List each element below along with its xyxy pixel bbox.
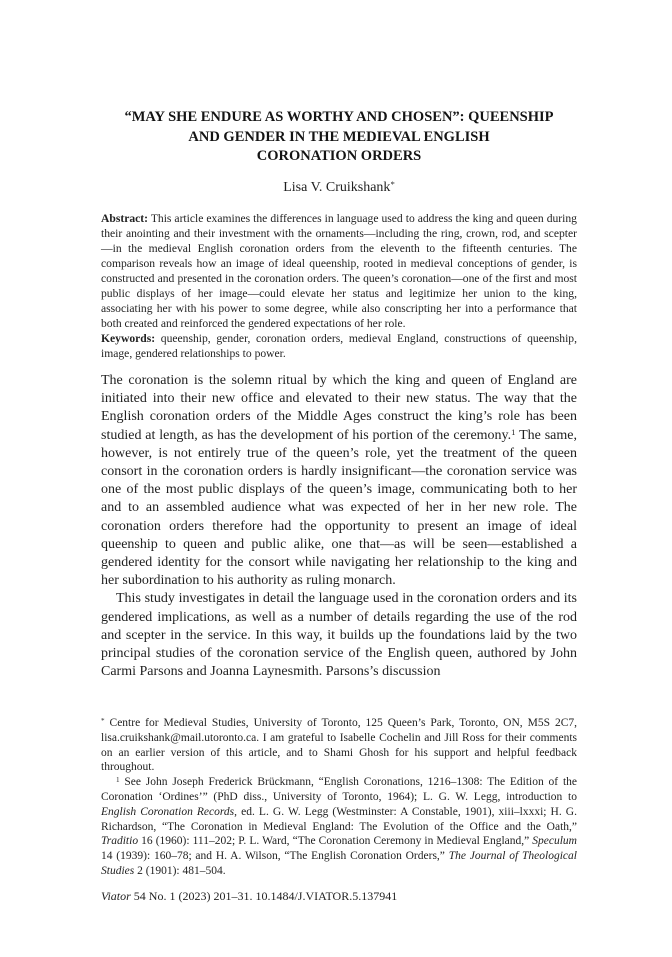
text-run: This study investigates in detail the language used in the coronation orders and its gendered implications, as well as a number of details regarding the use of the rod and scepter in the service. In this way, it builds up the foundations laid by the two principal studies of the coronation service of the English queen, authored by John Carmi Parsons and Joanna Laynesmith. Parsons’s discussion (101, 591, 577, 680)
body-paragraph (101, 590, 577, 681)
footnotes-block (101, 716, 577, 879)
text-run: Speculum (532, 835, 577, 848)
title-line-3: CORONATION ORDERS (256, 148, 422, 164)
author-name: Lisa V. Cruikshank (283, 180, 391, 195)
text-run: 1 (116, 775, 120, 784)
title-line-1: “MAY SHE ENDURE AS WORTHY AND CHOSEN”: QUEENSHIP (124, 109, 554, 125)
abstract-text: This article examines the differences in language used to address the king and queen during their anointing and their investment with the ornaments—including the ring, crown, rod, and scepter—in the medieval English coronation orders from the eleventh to the fifteenth centuries. The comparison reveals how an image of ideal queenship, rooted in medieval conceptions of gender, is constructed and presented in the coronation orders. The queen’s coronation—one of the first and most public displays of her image—could elevate her status and legitimize her union to the king, associating her with his power to some degree, while also conscripting her into a performance that both created and reinforced the gendered expectations of her role. (101, 212, 577, 330)
text-run: The coronation is the solemn ritual by which the king and queen of England are initiated into their new office and elevated to their new status. The way that the English coronation orders of the Middle Ages construct the king’s role has been studied at length, as has the development of his portion of the ceremony. (101, 373, 577, 443)
text-run: Viator (101, 888, 131, 903)
footnote (101, 716, 577, 775)
text-run: 2 (1901): 481–504. (134, 864, 226, 877)
text-run: 1 (511, 426, 516, 437)
body-paragraph (101, 372, 577, 590)
article-body (101, 372, 577, 708)
keywords-line (101, 331, 577, 361)
footnote (101, 775, 577, 879)
title-line-2: AND GENDER IN THE MEDIEVAL ENGLISH (188, 128, 490, 145)
article-title (101, 108, 577, 167)
keywords-label: Keywords: (101, 332, 156, 345)
author-note-mark: * (390, 179, 395, 190)
text-run: 54 No. 1 (2023) 201–31. 10.1484/J.VIATOR.5.137941 (130, 888, 398, 903)
abstract-label: Abstract: (101, 212, 149, 225)
text-run: The same, however, is not entirely true of the queen’s role, yet the treatment of the queen consort in the coronation orders is hardly insignificant—the coronation service was one of the most public displays of the queen’s image, communicating both to her and to an assembled audience what was expected of her in her new role. The coronation orders therefore had the opportunity to present an image of ideal queenship to queen and public alike, one that—as will be seen—established a gendered identity for the consort while navigating her relationship to the king and her subordination to his authority as ruling monarch. (101, 427, 577, 589)
text-run: , ed. L. G. W. Legg (Westminster: A Constable, 1901), xiii–lxxxi; H. G. Richardson, “The Coronation in Medieval England: The Evolution of the Office and the Oath,” (101, 805, 577, 833)
footnotes-area (101, 716, 577, 904)
footer-citation (101, 889, 577, 904)
text-run: Traditio (101, 835, 139, 848)
text-run: * (101, 716, 105, 725)
author-line (101, 180, 577, 196)
keywords-text: queenship, gender, coronation orders, medieval England, constructions of queenship, image, gendered relationships to power. (101, 332, 577, 360)
text-run: 14 (1939): 160–78; and H. A. Wilson, “The English Coronation Orders,” (101, 850, 449, 863)
text-run: Centre for Medieval Studies, University of Toronto, 125 Queen’s Park, Toronto, ON, M5S 2C7, lisa.cruikshank@mail.utoronto.ca. I am grateful to Isabelle Cochelin and Jill Ross for their comments on an earlier version of this article, and to Shami Ghosh for his support and helpful feedback throughout. (101, 717, 577, 774)
text-run: English Coronation Records (101, 805, 235, 818)
text-run: The Journal of Theological Studies (101, 850, 577, 877)
abstract-paragraph (101, 211, 577, 331)
text-run: See John Joseph Frederick Brückmann, “English Coronations, 1216–1308: The Edition of the Coronation ‘Ordines’” (PhD diss., University of Toronto, 1964); L. G. W. Legg, introduction to (101, 776, 577, 803)
text-run: 16 (1960): 111–202; P. L. Ward, “The Coronation Ceremony in Medieval England,” (138, 835, 533, 848)
abstract-block (101, 211, 577, 361)
